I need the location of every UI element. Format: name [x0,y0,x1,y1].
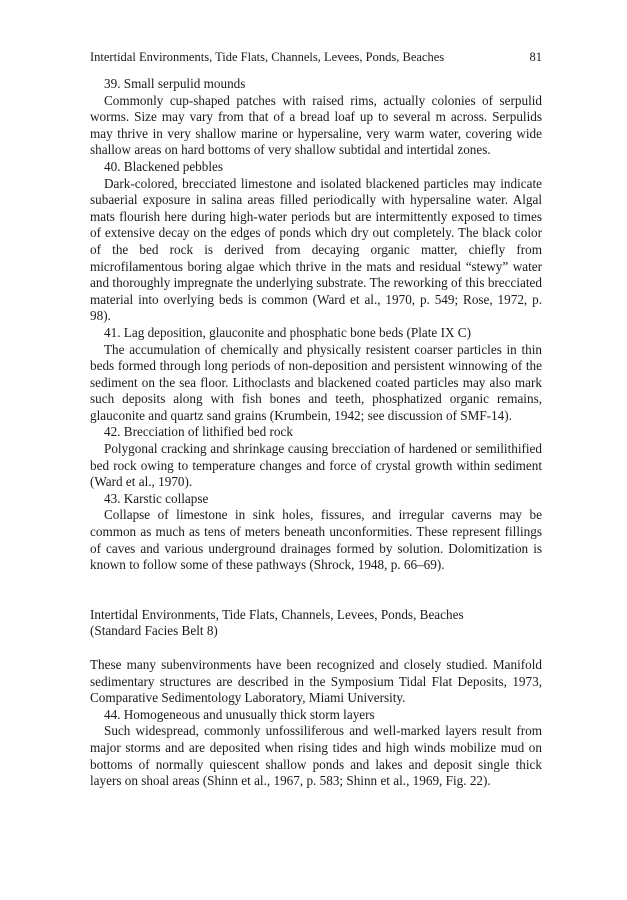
paragraph-42: Polygonal cracking and shrinkage causing brecciation of hardened or semilithified bed rock owing to temperature changes and force of crystal growth within sediment (Ward et al., 1970). [90,441,542,490]
item-heading-43: 43. Karstic collapse [104,490,209,506]
item-heading-44: 44. Homogeneous and unusually thick storm layers [104,706,375,722]
paragraph-43: Collapse of limestone in sink holes, fissures, and irregular caverns may be common as much as tens of meters beneath unconformities. These represent fillings of caves and various underground drainages formed by solution. Dolomitization is known to follow some of these pathways (Shrock, 1948, p. 66–69). [90,507,542,573]
running-header [90,49,542,65]
paragraph-44: Such widespread, commonly unfossiliferous and well-marked layers result from major storms and are deposited when rising tides and high winds mobilize mud on bottoms of normally quiescent shallow ponds and lakes and deposit single thick layers on shoal areas (Shinn et al., 1967, p. 583; Shinn et al., 1969, Fig. 22). [90,723,542,789]
body-text [90,76,542,790]
item-heading-42: 42. Brecciation of lithified bed rock [104,424,293,440]
section-heading [90,607,542,640]
paragraph-39: Commonly cup-shaped patches with raised rims, actually colonies of serpulid worms. Size may vary from that of a bread loaf up to several m across. Serpulids may thrive in very shallow marine or hypersaline, very warm water, covering wide shallow areas on hard bottoms of very shallow subtidal and intertidal zones. [90,92,542,158]
page-number: 81 [529,50,542,64]
section-intro: These many subenvironments have been recognized and closely studied. Manifold sedimentary structures are described in the Symposium Tidal Flat Deposits, 1973, Comparative Sedimentology Laboratory, Miami University. [90,657,542,706]
running-title: Intertidal Environments, Tide Flats, Channels, Levees, Ponds, Beaches [90,50,445,64]
section-title: Intertidal Environments, Tide Flats, Channels, Levees, Ponds, Beaches [90,606,464,622]
paragraph-41: The accumulation of chemically and physically resistent coarser particles in thin beds formed through long periods of non-deposition and persistent winnowing of the sediment on the sea floor. Lithoclasts and blackened coated particles may also mark such deposits along with fish bones and teeth, phosphatized organic remains, glauconite and quartz sand grains (Krumbein, 1942; see discussion of SMF-14). [90,341,542,423]
item-heading-39: 39. Small serpulid mounds [104,76,246,91]
paragraph-40: Dark-colored, brecciated limestone and isolated blackened particles may indicate subaerial exposure in salina areas filled periodically with hypersaline water. Algal mats flourish here during high-water periods but are intermittently exposed to times of extensive decay on the edges of ponds which dry out completely. The black color of the bed rock is derived from decaying organic matter, chiefly from microfilamentous boring algae which thrive in the mats and residual “stewy” water and thoroughly impregnate the underlying substrate. The reworking of this brecciated material into overlying beds is common (Ward et al., 1970, p. 549; Rose, 1972, p. 98). [90,175,542,324]
section-subtitle: (Standard Facies Belt 8) [90,623,218,639]
item-heading-41: 41. Lag deposition, glauconite and phosphatic bone beds (Plate IX C) [104,324,471,340]
item-heading-40: 40. Blackened pebbles [104,158,224,174]
